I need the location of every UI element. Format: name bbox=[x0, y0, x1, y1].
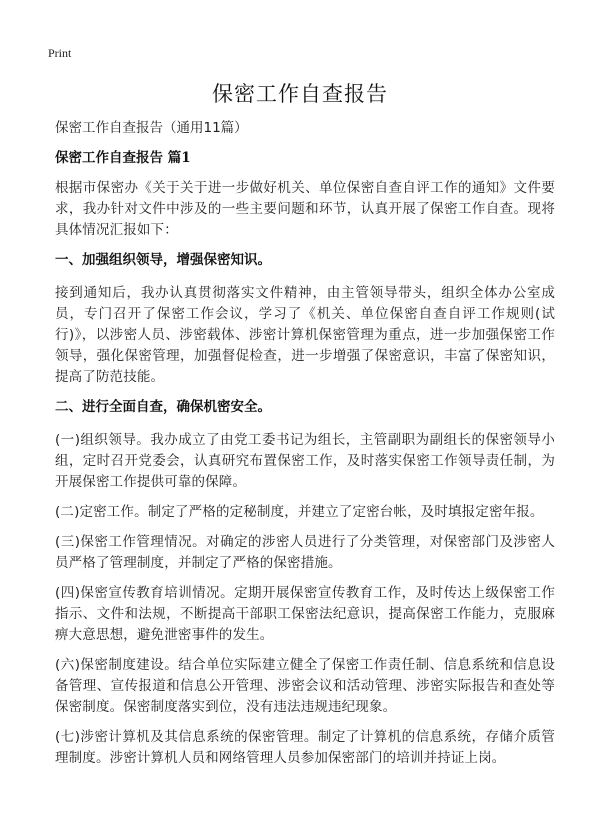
document-body bbox=[55, 118, 555, 778]
item-classification-work: (二)定密工作。制定了严格的定秘制度，并建立了定密台帐，及时填报定密年报。 bbox=[55, 504, 544, 520]
section-heading-1: 一、加强组织领导，增强保密知识。 bbox=[55, 252, 271, 268]
item-confidentiality-management: (三)保密工作管理情况。对确定的涉密人员进行了分类管理，对保密部门及涉密人员严格了管理制度，并制定了严格的保密措施。 bbox=[55, 534, 555, 571]
document-subtitle: 保密工作自查报告（通用11篇） bbox=[55, 120, 248, 136]
article-title: 保密工作自查报告 篇1 bbox=[55, 150, 191, 166]
item-computer-security: (七)涉密计算机及其信息系统的保密管理。制定了计算机的信息系统，存储介质管理制度。涉密计算机人员和网络管理人员参加保密部门的培训并持证上岗。 bbox=[55, 729, 555, 766]
document-title: 保密工作自查报告 bbox=[212, 82, 388, 106]
item-organization-leadership: (一)组织领导。我办成立了由党工委书记为组长，主管副职为副组长的保密领导小组，定时召开党委会，认真研究布置保密工作，及时落实保密工作领导责任制，为开展保密工作提供可靠的保障。 bbox=[55, 432, 555, 490]
item-education-training: (四)保密宣传教育培训情况。定期开展保密宣传教育工作，及时传达上级保密工作指示、文件和法规，不断提高干部职工保密法纪意识，提高保密工作能力，克服麻痹大意思想，避免泄密事件的发生。 bbox=[55, 585, 555, 643]
item-system-construction: (六)保密制度建设。结合单位实际建立健全了保密工作责任制、信息系统和信息设备管理、宣传报道和信息公开管理、涉密会议和活动管理、涉密实际报告和查处等保密制度。保密制度落实到位，没有违法违规违纪现象。 bbox=[55, 657, 555, 715]
intro-paragraph: 根据市保密办《关于关于进一步做好机关、单位保密自查自评工作的通知》文件要求，我办针对文件中涉及的一些主要问题和环节，认真开展了保密工作自查。现将具体情况汇报如下： bbox=[55, 180, 555, 238]
print-label[interactable]: Print bbox=[48, 46, 72, 60]
section-1-paragraph: 接到通知后，我办认真贯彻落实文件精神，由主管领导带头，组织全体办公室成员，专门召开了保密工作会议，学习了《机关、单位保密自查自评工作规则(试行)》，以涉密人员、涉密载体、涉密计算机保密管理为重点，进一步加强保密工作领导，强化保密管理，加强督促检查，进一步增强了保密意识，丰富了保密知识，提高了防范技能。 bbox=[55, 285, 555, 385]
section-heading-2: 二、进行全面自查，确保机密安全。 bbox=[55, 399, 271, 415]
